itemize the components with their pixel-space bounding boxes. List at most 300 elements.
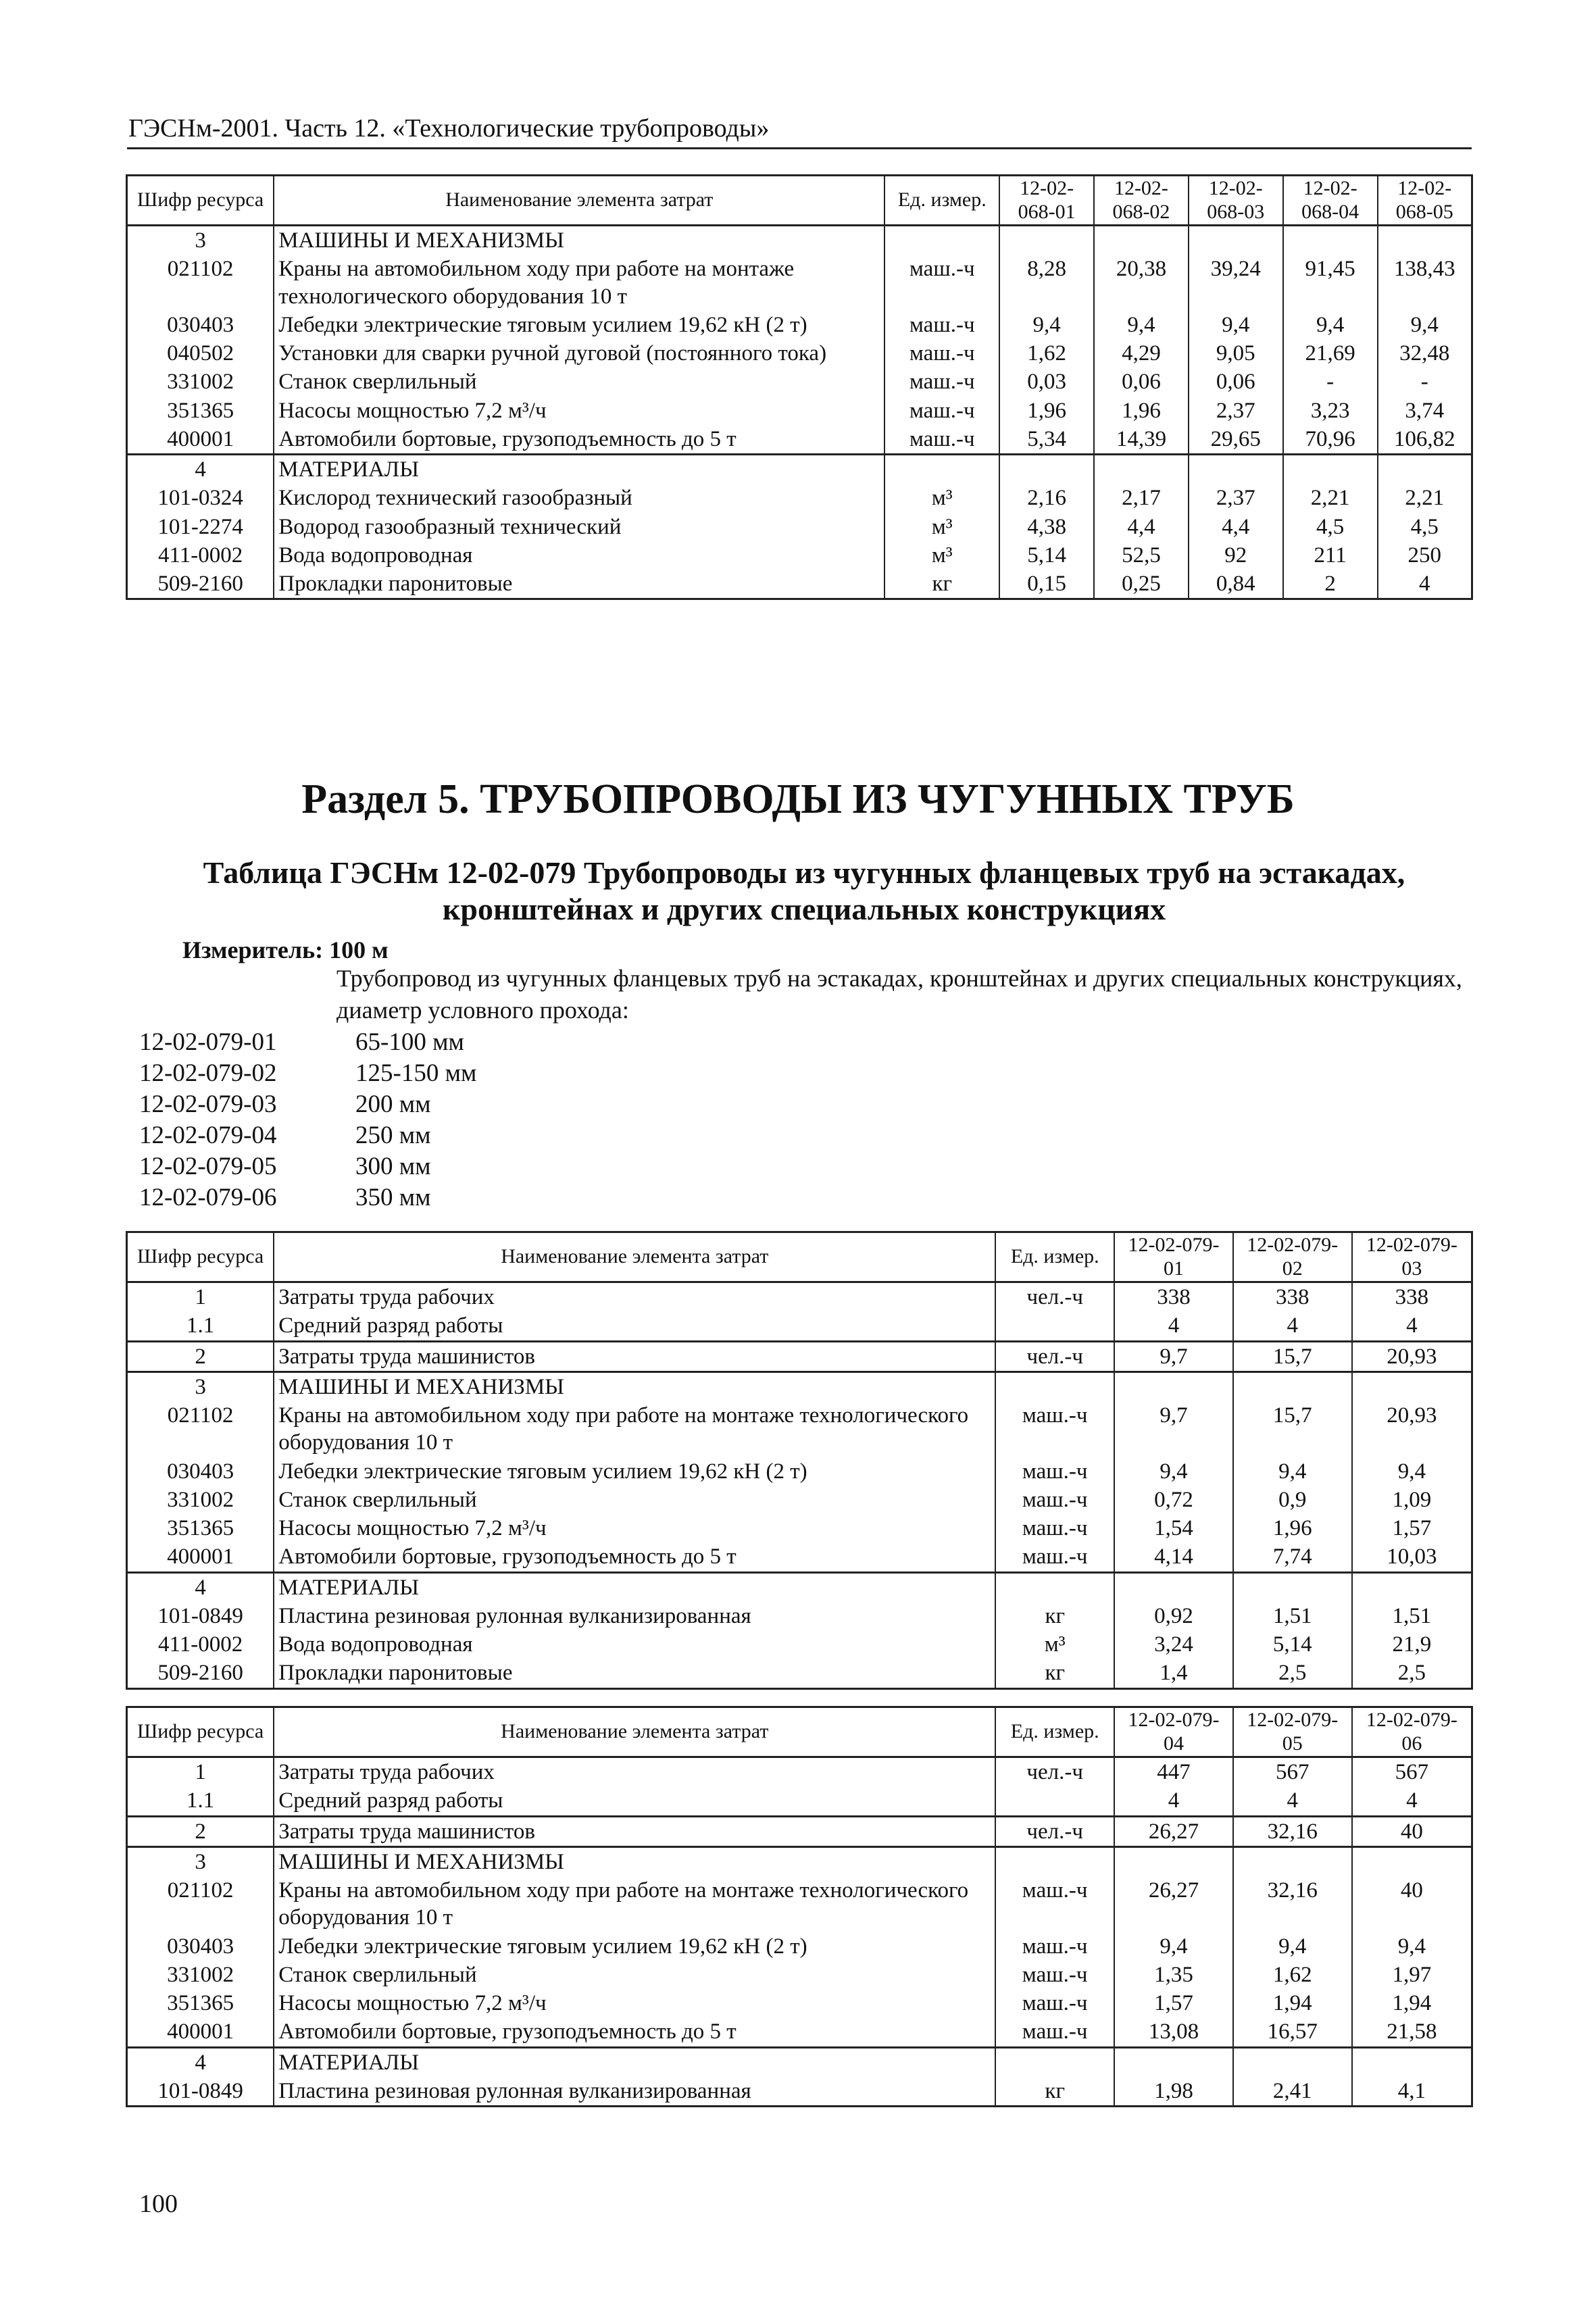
unit-cell: маш.-ч — [884, 425, 999, 455]
cost-element-name: Станок сверлильный — [274, 1961, 995, 1989]
value-cell: 1,98 — [1114, 2077, 1233, 2107]
table-title: Таблица ГЭСНм 12-02-079 Трубопроводы из чугунных фланцевых труб на эстакадах, кронштейнах и других специальных конструкциях — [203, 855, 1405, 927]
resource-code: 509-2160 — [127, 570, 274, 599]
value-cell: 250 — [1378, 541, 1472, 570]
variant-row — [139, 1058, 476, 1089]
table-row — [127, 425, 1472, 455]
resource-code: 1 — [127, 1757, 274, 1787]
cost-element-name: Автомобили бортовые, грузоподъемность до 5 т — [274, 1542, 995, 1572]
group-code: 4 — [127, 2047, 274, 2077]
value-cell: 2,37 — [1189, 397, 1283, 425]
value-cell: 338 — [1233, 1282, 1352, 1312]
group-title: МАТЕРИАЛЫ — [274, 2047, 995, 2077]
cost-element-name: Насосы мощностью 7,2 м³/ч — [274, 397, 884, 425]
resource-code: 2 — [127, 1341, 274, 1372]
cost-element-name: Вода водопроводная — [274, 541, 884, 570]
table-header-row — [127, 176, 1472, 226]
group-title: МАШИНЫ И МЕХАНИЗМЫ — [274, 226, 884, 255]
value-cell: 4,5 — [1378, 513, 1472, 541]
value-cell: 20,38 — [1094, 255, 1189, 311]
empty-cell — [995, 1572, 1114, 1602]
value-cell: 2,16 — [999, 484, 1094, 512]
unit-cell: чел.-ч — [995, 1816, 1114, 1846]
resource-code: 101-0849 — [127, 1602, 274, 1630]
table-row — [127, 1486, 1472, 1514]
value-cell: 15,7 — [1233, 1401, 1352, 1457]
value-cell: 1,57 — [1352, 1514, 1472, 1542]
value-cell: 52,5 — [1094, 541, 1189, 570]
value-cell: 0,15 — [999, 570, 1094, 599]
table-row — [127, 1602, 1472, 1630]
group-heading-row — [127, 1572, 1472, 1602]
cost-element-name: Вода водопроводная — [274, 1630, 995, 1659]
value-cell: 3,74 — [1378, 397, 1472, 425]
table-row — [127, 2077, 1472, 2107]
unit-cell: м³ — [995, 1630, 1114, 1659]
table-row — [127, 1401, 1472, 1457]
unit-cell: маш.-ч — [884, 397, 999, 425]
table-header-row — [127, 1232, 1472, 1282]
resource-code: 021102 — [127, 1876, 274, 1932]
unit-cell: м³ — [884, 513, 999, 541]
value-cell: 9,4 — [1352, 1457, 1472, 1486]
resource-code: 411-0002 — [127, 1630, 274, 1659]
variant-code: 12-02-079-06 — [139, 1184, 277, 1211]
empty-cell — [1189, 455, 1283, 484]
unit-cell — [995, 1786, 1114, 1816]
variant-diameter: 65-100 мм — [355, 1028, 464, 1056]
table-row — [127, 1961, 1472, 1989]
table-row — [127, 570, 1472, 599]
variant-row — [139, 1151, 476, 1182]
value-cell: 9,4 — [1189, 311, 1283, 339]
variant-diameter: 250 мм — [355, 1122, 431, 1149]
empty-cell — [1233, 1846, 1352, 1876]
unit-cell: маш.-ч — [995, 1542, 1114, 1572]
variant-code: 12-02-079-04 — [139, 1122, 277, 1149]
table-row — [127, 1932, 1472, 1961]
value-cell: 13,08 — [1114, 2017, 1233, 2047]
resource-code: 331002 — [127, 1961, 274, 1989]
value-cell: 32,48 — [1378, 339, 1472, 368]
value-cell: 1,96 — [1233, 1514, 1352, 1542]
value-cell: 9,4 — [1352, 1932, 1472, 1961]
unit-cell: м³ — [884, 484, 999, 512]
empty-cell — [1094, 455, 1189, 484]
resource-code: 1.1 — [127, 1311, 274, 1341]
column-header: 12-02-079-01 — [1114, 1232, 1233, 1282]
unit-cell: кг — [995, 2077, 1114, 2107]
value-cell: 4 — [1114, 1786, 1233, 1816]
value-cell: 338 — [1114, 1282, 1233, 1312]
unit-cell: маш.-ч — [995, 1514, 1114, 1542]
value-cell: 1,97 — [1352, 1961, 1472, 1989]
value-cell: 20,93 — [1352, 1341, 1472, 1372]
resource-code: 101-0849 — [127, 2077, 274, 2107]
value-cell: 2,5 — [1352, 1659, 1472, 1688]
resource-code: 1 — [127, 1282, 274, 1312]
cost-element-name: Затраты труда рабочих — [274, 1757, 995, 1787]
table-row — [127, 1311, 1472, 1341]
value-cell: 1,96 — [1094, 397, 1189, 425]
unit-cell: маш.-ч — [884, 255, 999, 311]
unit-cell: маш.-ч — [995, 1401, 1114, 1457]
group-code: 3 — [127, 1846, 274, 1876]
empty-cell — [999, 455, 1094, 484]
value-cell: 9,7 — [1114, 1341, 1233, 1372]
value-cell: 0,03 — [999, 368, 1094, 396]
cost-element-name: Лебедки электрические тяговым усилием 19,62 кН (2 т) — [274, 1932, 995, 1961]
table-row — [127, 368, 1472, 396]
column-header: Шифр ресурса — [127, 1707, 274, 1757]
table-row — [127, 1876, 1472, 1932]
table-description: Трубопровод из чугунных фланцевых труб на эстакадах, кронштейнах и других специальных конструкциях, диаметр условного прохода: — [336, 965, 1462, 1024]
value-cell: 4,4 — [1189, 513, 1283, 541]
estimate-table-068 — [126, 174, 1473, 600]
cost-element-name: Средний разряд работы — [274, 1311, 995, 1341]
value-cell: 3,24 — [1114, 1630, 1233, 1659]
resource-code: 509-2160 — [127, 1659, 274, 1688]
table-header-row — [127, 1707, 1472, 1757]
value-cell: 2,5 — [1233, 1659, 1352, 1688]
unit-cell: м³ — [884, 541, 999, 570]
cost-element-name: Установки для сварки ручной дуговой (постоянного тока) — [274, 339, 884, 368]
value-cell: 9,4 — [1094, 311, 1189, 339]
value-cell: 70,96 — [1283, 425, 1378, 455]
value-cell: 5,14 — [999, 541, 1094, 570]
column-header: 12-02-068-05 — [1378, 176, 1472, 226]
column-header: 12-02-079-02 — [1233, 1232, 1352, 1282]
value-cell: 0,92 — [1114, 1602, 1233, 1630]
value-cell: 4,5 — [1283, 513, 1378, 541]
empty-cell — [995, 1846, 1114, 1876]
value-cell: 5,14 — [1233, 1630, 1352, 1659]
value-cell: 2,41 — [1233, 2077, 1352, 2107]
value-cell: 7,74 — [1233, 1542, 1352, 1572]
unit-cell: маш.-ч — [995, 1961, 1114, 1989]
variant-diameter: 125-150 мм — [355, 1059, 477, 1087]
column-header: Наименование элемента затрат — [274, 176, 884, 226]
section-title: Раздел 5. ТРУБОПРОВОДЫ ИЗ ЧУГУННЫХ ТРУБ — [301, 776, 1295, 822]
table-row — [127, 513, 1472, 541]
unit-cell — [995, 1311, 1114, 1341]
unit-cell: маш.-ч — [995, 2017, 1114, 2047]
value-cell: 567 — [1233, 1757, 1352, 1787]
table-row — [127, 1786, 1472, 1816]
unit-cell: маш.-ч — [884, 311, 999, 339]
column-header: 12-02-079-04 — [1114, 1707, 1233, 1757]
value-cell: 1,94 — [1352, 1989, 1472, 2017]
value-cell: 32,16 — [1233, 1816, 1352, 1846]
table-row — [127, 1457, 1472, 1486]
cost-element-name: Насосы мощностью 7,2 м³/ч — [274, 1989, 995, 2017]
resource-code: 351365 — [127, 1989, 274, 2017]
variant-diameter: 350 мм — [355, 1184, 431, 1211]
unit-cell: кг — [995, 1659, 1114, 1688]
value-cell: 2 — [1283, 570, 1378, 599]
cost-element-name: Насосы мощностью 7,2 м³/ч — [274, 1514, 995, 1542]
value-cell: 1,09 — [1352, 1486, 1472, 1514]
value-cell: - — [1283, 368, 1378, 396]
value-cell: 91,45 — [1283, 255, 1378, 311]
header-rule — [127, 147, 1472, 149]
value-cell: 4,4 — [1094, 513, 1189, 541]
cost-element-name: Затраты труда машинистов — [274, 1816, 995, 1846]
unit-cell: маш.-ч — [995, 1932, 1114, 1961]
table-row — [127, 484, 1472, 512]
cost-element-name: Средний разряд работы — [274, 1786, 995, 1816]
value-cell: 9,05 — [1189, 339, 1283, 368]
table-row — [127, 311, 1472, 339]
column-header: 12-02-068-01 — [999, 176, 1094, 226]
variant-code: 12-02-079-05 — [139, 1153, 277, 1180]
cost-element-name: Затраты труда машинистов — [274, 1341, 995, 1372]
cost-element-name: Автомобили бортовые, грузоподъемность до 5 т — [274, 425, 884, 455]
value-cell: 2,21 — [1378, 484, 1472, 512]
empty-cell — [1283, 226, 1378, 255]
resource-code: 1.1 — [127, 1786, 274, 1816]
table-row — [127, 255, 1472, 311]
value-cell: 211 — [1283, 541, 1378, 570]
variant-row — [139, 1120, 476, 1151]
variant-row — [139, 1027, 476, 1058]
cost-element-name: Пластина резиновая рулонная вулканизированная — [274, 2077, 995, 2107]
value-cell: 0,72 — [1114, 1486, 1233, 1514]
value-cell: 39,24 — [1189, 255, 1283, 311]
cost-element-name: Станок сверлильный — [274, 1486, 995, 1514]
resource-code: 040502 — [127, 339, 274, 368]
empty-cell — [884, 226, 999, 255]
group-title: МАШИНЫ И МЕХАНИЗМЫ — [274, 1372, 995, 1401]
unit-cell: маш.-ч — [995, 1457, 1114, 1486]
resource-code: 400001 — [127, 1542, 274, 1572]
column-header: Ед. измер. — [884, 176, 999, 226]
resource-code: 021102 — [127, 255, 274, 311]
variant-diameter: 300 мм — [355, 1153, 431, 1180]
value-cell: 21,58 — [1352, 2017, 1472, 2047]
variant-row — [139, 1182, 476, 1213]
empty-cell — [1114, 1372, 1233, 1401]
cost-element-name: Кислород технический газообразный — [274, 484, 884, 512]
cost-element-name: Прокладки паронитовые — [274, 570, 884, 599]
empty-cell — [1094, 226, 1189, 255]
cost-element-name: Прокладки паронитовые — [274, 1659, 995, 1688]
value-cell: 29,65 — [1189, 425, 1283, 455]
value-cell: 9,4 — [1114, 1457, 1233, 1486]
value-cell: 4 — [1378, 570, 1472, 599]
column-header: Наименование элемента затрат — [274, 1707, 995, 1757]
resource-code: 351365 — [127, 397, 274, 425]
table-row — [127, 1542, 1472, 1572]
empty-cell — [884, 455, 999, 484]
value-cell: 26,27 — [1114, 1876, 1233, 1932]
value-cell: 1,62 — [1233, 1961, 1352, 1989]
measure-unit — [182, 936, 389, 964]
table-row — [127, 1630, 1472, 1659]
value-cell: 3,23 — [1283, 397, 1378, 425]
unit-cell: кг — [995, 1602, 1114, 1630]
value-cell: 32,16 — [1233, 1876, 1352, 1932]
resource-code: 411-0002 — [127, 541, 274, 570]
value-cell: 9,4 — [1283, 311, 1378, 339]
cost-element-name: Краны на автомобильном ходу при работе на монтаже технологического оборудования 10 т — [274, 1401, 995, 1457]
variant-code: 12-02-079-03 — [139, 1090, 277, 1118]
column-header: 12-02-068-03 — [1189, 176, 1283, 226]
value-cell: 9,4 — [1233, 1457, 1352, 1486]
variant-row — [139, 1089, 476, 1120]
cost-element-name: Лебедки электрические тяговым усилием 19,62 кН (2 т) — [274, 1457, 995, 1486]
value-cell: 1,62 — [999, 339, 1094, 368]
value-cell: 9,4 — [1378, 311, 1472, 339]
value-cell: 9,4 — [999, 311, 1094, 339]
running-header: ГЭСНм-2001. Часть 12. «Технологические трубопроводы» — [128, 114, 770, 143]
value-cell: 21,69 — [1283, 339, 1378, 368]
table-row — [127, 1757, 1472, 1787]
value-cell: 0,06 — [1189, 368, 1283, 396]
unit-cell: маш.-ч — [995, 1876, 1114, 1932]
unit-cell: маш.-ч — [995, 1486, 1114, 1514]
column-header: 12-02-079-03 — [1352, 1232, 1472, 1282]
value-cell: 2,17 — [1094, 484, 1189, 512]
resource-code: 351365 — [127, 1514, 274, 1542]
variant-code: 12-02-079-02 — [139, 1059, 277, 1087]
table-row — [127, 1341, 1472, 1372]
resource-code: 331002 — [127, 1486, 274, 1514]
cost-element-name: Автомобили бортовые, грузоподъемность до 5 т — [274, 2017, 995, 2047]
empty-cell — [1189, 226, 1283, 255]
empty-cell — [1352, 1846, 1472, 1876]
value-cell: 2,21 — [1283, 484, 1378, 512]
variant-code: 12-02-079-01 — [139, 1028, 277, 1056]
empty-cell — [995, 2047, 1114, 2077]
value-cell: 0,84 — [1189, 570, 1283, 599]
cost-element-name: Водород газообразный технический — [274, 513, 884, 541]
table-row — [127, 1514, 1472, 1542]
value-cell: 1,54 — [1114, 1514, 1233, 1542]
table-row — [127, 339, 1472, 368]
group-title: МАТЕРИАЛЫ — [274, 455, 884, 484]
value-cell: 1,94 — [1233, 1989, 1352, 2017]
group-code: 3 — [127, 1372, 274, 1401]
value-cell: 20,93 — [1352, 1401, 1472, 1457]
group-title: МАШИНЫ И МЕХАНИЗМЫ — [274, 1846, 995, 1876]
empty-cell — [1114, 1846, 1233, 1876]
value-cell: 14,39 — [1094, 425, 1189, 455]
value-cell: 15,7 — [1233, 1341, 1352, 1372]
variant-list — [139, 1027, 476, 1213]
value-cell: 4 — [1352, 1311, 1472, 1341]
empty-cell — [1378, 226, 1472, 255]
empty-cell — [999, 226, 1094, 255]
unit-cell: чел.-ч — [995, 1757, 1114, 1787]
value-cell: 1,35 — [1114, 1961, 1233, 1989]
group-heading-row — [127, 1846, 1472, 1876]
variant-diameter: 200 мм — [355, 1090, 431, 1118]
column-header: Шифр ресурса — [127, 1232, 274, 1282]
value-cell: 138,43 — [1378, 255, 1472, 311]
value-cell: 40 — [1352, 1876, 1472, 1932]
empty-cell — [1114, 2047, 1233, 2077]
estimate-table-079-b — [126, 1706, 1473, 2107]
value-cell: 8,28 — [999, 255, 1094, 311]
value-cell: - — [1378, 368, 1472, 396]
resource-code: 2 — [127, 1816, 274, 1846]
table-row — [127, 1989, 1472, 2017]
cost-element-name: Затраты труда рабочих — [274, 1282, 995, 1312]
column-header: Ед. измер. — [995, 1232, 1114, 1282]
resource-code: 030403 — [127, 311, 274, 339]
resource-code: 101-0324 — [127, 484, 274, 512]
value-cell: 0,06 — [1094, 368, 1189, 396]
column-header: Наименование элемента затрат — [274, 1232, 995, 1282]
value-cell: 5,34 — [999, 425, 1094, 455]
measure-value: 100 м — [329, 936, 389, 963]
resource-code: 400001 — [127, 2017, 274, 2047]
empty-cell — [1352, 1372, 1472, 1401]
group-code: 3 — [127, 226, 274, 255]
value-cell: 2,37 — [1189, 484, 1283, 512]
column-header: Ед. измер. — [995, 1707, 1114, 1757]
group-heading-row — [127, 1372, 1472, 1401]
page-number: 100 — [139, 2190, 178, 2218]
resource-code: 101-2274 — [127, 513, 274, 541]
column-header: 12-02-068-02 — [1094, 176, 1189, 226]
empty-cell — [1233, 2047, 1352, 2077]
empty-cell — [995, 1372, 1114, 1401]
value-cell: 4 — [1233, 1786, 1352, 1816]
estimate-table-079-a — [126, 1231, 1473, 1690]
value-cell: 4,14 — [1114, 1542, 1233, 1572]
value-cell: 10,03 — [1352, 1542, 1472, 1572]
cost-element-name: Пластина резиновая рулонная вулканизированная — [274, 1602, 995, 1630]
value-cell: 4 — [1233, 1311, 1352, 1341]
table-row — [127, 541, 1472, 570]
value-cell: 40 — [1352, 1816, 1472, 1846]
cost-element-name: Краны на автомобильном ходу при работе на монтаже технологического оборудования 10 т — [274, 1876, 995, 1932]
column-header: 12-02-068-04 — [1283, 176, 1378, 226]
value-cell: 4,38 — [999, 513, 1094, 541]
value-cell: 9,4 — [1233, 1932, 1352, 1961]
table-row — [127, 1659, 1472, 1688]
resource-code: 331002 — [127, 368, 274, 396]
empty-cell — [1233, 1372, 1352, 1401]
value-cell: 4 — [1352, 1786, 1472, 1816]
unit-cell: маш.-ч — [884, 339, 999, 368]
table-row — [127, 397, 1472, 425]
value-cell: 106,82 — [1378, 425, 1472, 455]
value-cell: 1,51 — [1352, 1602, 1472, 1630]
resource-code: 021102 — [127, 1401, 274, 1457]
value-cell: 1,4 — [1114, 1659, 1233, 1688]
value-cell: 92 — [1189, 541, 1283, 570]
unit-cell: чел.-ч — [995, 1341, 1114, 1372]
cost-element-name: Станок сверлильный — [274, 368, 884, 396]
value-cell: 447 — [1114, 1757, 1233, 1787]
group-heading-row — [127, 455, 1472, 484]
unit-cell: чел.-ч — [995, 1282, 1114, 1312]
value-cell: 338 — [1352, 1282, 1472, 1312]
group-code: 4 — [127, 455, 274, 484]
group-title: МАТЕРИАЛЫ — [274, 1572, 995, 1602]
value-cell: 567 — [1352, 1757, 1472, 1787]
value-cell: 26,27 — [1114, 1816, 1233, 1846]
group-heading-row — [127, 2047, 1472, 2077]
value-cell: 4 — [1114, 1311, 1233, 1341]
unit-cell: маш.-ч — [884, 368, 999, 396]
column-header: 12-02-079-05 — [1233, 1707, 1352, 1757]
value-cell: 21,9 — [1352, 1630, 1472, 1659]
table-row — [127, 1282, 1472, 1312]
